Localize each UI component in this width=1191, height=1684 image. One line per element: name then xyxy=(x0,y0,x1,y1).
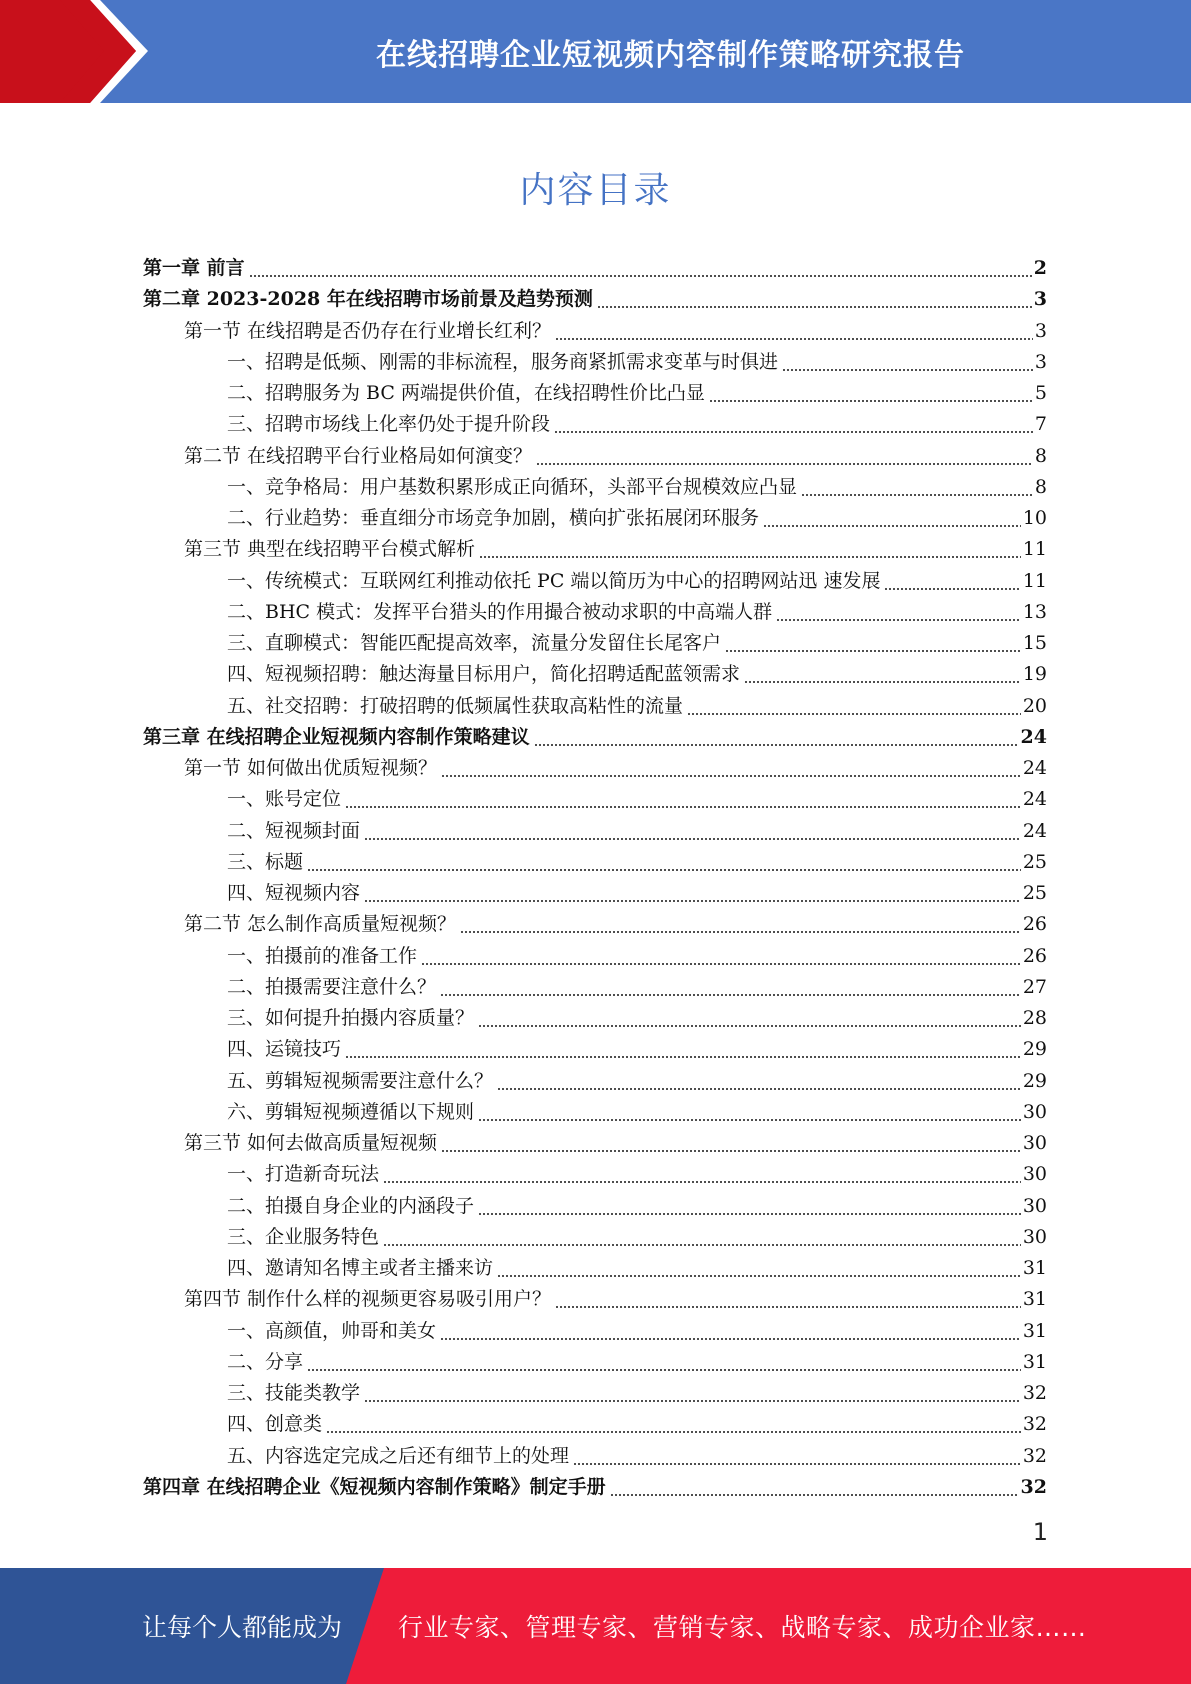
toc-entry-page: 30 xyxy=(1022,1225,1047,1248)
toc-entry-label: 第三节 典型在线招聘平台模式解析 xyxy=(184,538,476,561)
toc-entry-page: 24 xyxy=(1022,757,1047,779)
toc-entry-page: 30 xyxy=(1022,1163,1047,1186)
toc-dot-leader xyxy=(573,1441,1021,1472)
toc-dot-leader xyxy=(536,441,1033,472)
toc-section-entry[interactable] xyxy=(143,909,1047,940)
toc-subsection-entry[interactable] xyxy=(143,472,1047,503)
toc-entry-page: 7 xyxy=(1034,413,1047,436)
toc-entry-page: 19 xyxy=(1022,663,1047,686)
toc-entry-label: 二、短视频封面 xyxy=(227,819,361,842)
toc-entry-page: 15 xyxy=(1022,632,1047,654)
toc-entry-label: 一、拍摄前的准备工作 xyxy=(227,944,418,967)
toc-entry-label: 三、企业服务特色 xyxy=(227,1225,380,1248)
toc-subsection-entry[interactable] xyxy=(143,347,1047,378)
toc-entry-page: 20 xyxy=(1022,694,1047,717)
toc-entry-label: 五、内容选定完成之后还有细节上的处理 xyxy=(227,1444,570,1467)
toc-dot-leader xyxy=(364,1378,1021,1409)
toc-subsection-entry[interactable] xyxy=(143,1378,1047,1409)
toc-section-entry[interactable] xyxy=(143,441,1047,472)
toc-dot-leader xyxy=(479,534,1021,565)
toc-entry-page: 32 xyxy=(1020,1475,1047,1498)
toc-subsection-entry[interactable] xyxy=(143,1441,1047,1472)
toc-entry-label: 四、短视频招聘：触达海量目标用户，简化招聘适配蓝领需求 xyxy=(227,663,741,686)
toc-entry-label: 二、拍摄需要注意什么？ xyxy=(227,975,437,998)
toc-entry-page: 31 xyxy=(1022,1350,1047,1373)
toc-dot-leader xyxy=(497,1066,1021,1097)
toc-subsection-entry[interactable] xyxy=(143,659,1047,690)
header-banner xyxy=(0,0,1191,111)
toc-subsection-entry[interactable] xyxy=(143,847,1047,878)
toc-entry-label: 四、短视频内容 xyxy=(227,882,361,904)
toc-entry-page: 5 xyxy=(1034,382,1047,404)
toc-entry-page: 31 xyxy=(1022,1319,1047,1342)
toc-entry-label: 一、账号定位 xyxy=(227,788,342,811)
toc-subsection-entry[interactable] xyxy=(143,1347,1047,1378)
toc-entry-label: 五、社交招聘：打破招聘的低频属性获取高粘性的流量 xyxy=(227,694,684,717)
toc-entry-page: 26 xyxy=(1022,944,1047,967)
toc-subsection-entry[interactable] xyxy=(143,503,1047,534)
toc-subsection-entry[interactable] xyxy=(143,1066,1047,1097)
toc-entry-page: 26 xyxy=(1022,913,1047,936)
toc-entry-page: 8 xyxy=(1034,475,1047,498)
toc-subsection-entry[interactable] xyxy=(143,1253,1047,1284)
toc-entry-page: 24 xyxy=(1020,725,1047,748)
toc-dot-leader xyxy=(884,566,1020,597)
toc-entry-page: 11 xyxy=(1022,569,1047,592)
toc-entry-label: 第二节 怎么制作高质量短视频？ xyxy=(184,913,457,936)
toc-dot-leader xyxy=(383,1159,1021,1190)
toc-entry-label: 第四节 制作什么样的视频更容易吸引用户？ xyxy=(184,1288,552,1311)
toc-entry-label: 六、剪辑短视频遵循以下规则 xyxy=(227,1100,475,1123)
toc-entry-label: 四、邀请知名博主或者主播来访 xyxy=(227,1257,494,1279)
toc-subsection-entry[interactable] xyxy=(143,1034,1047,1065)
toc-entry-page: 27 xyxy=(1022,975,1047,998)
toc-entry-label: 五、剪辑短视频需要注意什么？ xyxy=(227,1069,494,1092)
toc-entry-label: 第一章 前言 xyxy=(143,257,245,279)
toc-dot-leader xyxy=(421,941,1021,972)
toc-entry-label: 二、行业趋势：垂直细分市场竞争加剧，横向扩张拓展闭环服务 xyxy=(227,507,760,529)
toc-dot-leader xyxy=(307,847,1021,878)
toc-dot-leader xyxy=(744,659,1021,690)
page-number: 1 xyxy=(1032,1518,1048,1546)
toc-entry-label: 第二节 在线招聘平台行业格局如何演变？ xyxy=(184,444,533,467)
toc-entry-page: 32 xyxy=(1022,1413,1047,1436)
toc-subsection-entry[interactable] xyxy=(143,1191,1047,1222)
toc-dot-leader xyxy=(345,784,1021,815)
toc-entry-page: 29 xyxy=(1022,1038,1047,1061)
toc-heading: 内容目录 xyxy=(519,170,672,211)
toc-dot-leader xyxy=(763,503,1021,534)
toc-dot-leader xyxy=(383,1222,1021,1253)
toc-dot-leader xyxy=(364,878,1021,909)
toc-entry-label: 三、直聊模式：智能匹配提高效率，流量分发留住长尾客户 xyxy=(227,632,722,654)
toc-entry-page: 25 xyxy=(1022,882,1047,904)
toc-entry-page: 32 xyxy=(1022,1382,1047,1404)
toc-dot-leader xyxy=(478,1191,1021,1222)
toc-dot-leader xyxy=(478,1003,1021,1034)
toc-entry-page: 3 xyxy=(1034,350,1047,373)
toc-entry-page: 2 xyxy=(1033,257,1047,279)
toc-entry-page: 28 xyxy=(1022,1007,1047,1029)
header-title: 在线招聘企业短视频内容制作策略研究报告 xyxy=(376,37,965,73)
toc-dot-leader xyxy=(597,284,1032,315)
toc-dot-leader xyxy=(441,753,1021,784)
toc-dot-leader xyxy=(709,378,1033,409)
toc-entry-label: 二、招聘服务为 BC 两端提供价值，在线招聘性价比凸显 xyxy=(227,382,705,404)
toc-entry-label: 三、招聘市场线上化率仍处于提升阶段 xyxy=(227,413,551,436)
toc-entry-page: 31 xyxy=(1022,1288,1047,1311)
toc-entry-label: 二、BHC 模式：发挥平台猎头的作用撮合被动求职的中高端人群 xyxy=(227,600,773,623)
toc-entry-label: 一、打造新奇玩法 xyxy=(227,1163,380,1186)
toc-dot-leader xyxy=(364,816,1021,847)
footer-banner xyxy=(0,1568,1191,1684)
toc-dot-leader xyxy=(326,1409,1021,1440)
toc-entry-label: 一、传统模式：互联网红利推动依托 PC 端以简历为中心的招聘网站迅 速发展 xyxy=(227,569,881,592)
toc-subsection-entry[interactable] xyxy=(143,1159,1047,1190)
toc-dot-leader xyxy=(725,628,1021,659)
toc-entry-label: 第二章 2023-2028 年在线招聘市场前景及趋势预测 xyxy=(143,288,593,311)
toc-entry-page: 3 xyxy=(1034,319,1047,342)
toc-entry-label: 第一节 如何做出优质短视频？ xyxy=(184,757,438,779)
toc-chapter-entry[interactable] xyxy=(143,1472,1047,1503)
toc-entry-label: 四、运镜技巧 xyxy=(227,1038,342,1061)
toc-subsection-entry[interactable] xyxy=(143,1316,1047,1347)
toc-subsection-entry[interactable] xyxy=(143,1097,1047,1128)
toc-dot-leader xyxy=(345,1034,1021,1065)
toc-subsection-entry[interactable] xyxy=(143,941,1047,972)
toc-entry-label: 一、高颜值，帅哥和美女 xyxy=(227,1319,437,1342)
toc-subsection-entry[interactable] xyxy=(143,691,1047,722)
toc-dot-leader xyxy=(534,722,1019,753)
toc-entry-page: 11 xyxy=(1022,538,1047,561)
toc-entry-label: 二、拍摄自身企业的内涵段子 xyxy=(227,1194,475,1217)
toc-subsection-entry[interactable] xyxy=(143,409,1047,440)
toc-subsection-entry[interactable] xyxy=(143,1222,1047,1253)
toc-entry-page: 30 xyxy=(1022,1100,1047,1123)
toc-entry-page: 30 xyxy=(1022,1194,1047,1217)
toc-dot-leader xyxy=(440,972,1021,1003)
toc-dot-leader xyxy=(776,597,1021,628)
toc-chapter-entry[interactable] xyxy=(143,722,1047,753)
toc-entry-page: 25 xyxy=(1022,850,1047,873)
toc-entry-label: 三、技能类教学 xyxy=(227,1382,361,1404)
toc-entry-page: 29 xyxy=(1022,1069,1047,1092)
toc-entry-page: 32 xyxy=(1022,1444,1047,1467)
toc-entry-page: 8 xyxy=(1034,444,1047,467)
toc-subsection-entry[interactable] xyxy=(143,972,1047,1003)
footer-slogan-right: 行业专家、管理专家、营销专家、战略专家、成功企业家…… xyxy=(398,1613,1087,1642)
toc-dot-leader xyxy=(610,1472,1019,1503)
toc-dot-leader xyxy=(687,691,1021,722)
toc-dot-leader xyxy=(555,1284,1021,1315)
toc-chapter-entry[interactable] xyxy=(143,284,1047,315)
toc-section-entry[interactable] xyxy=(143,1284,1047,1315)
toc-entry-label: 三、标题 xyxy=(227,850,304,873)
toc-entry-page: 24 xyxy=(1022,819,1047,842)
toc-section-entry[interactable] xyxy=(143,1128,1047,1159)
toc-dot-leader xyxy=(440,1316,1021,1347)
toc-entry-label: 第三节 如何去做高质量短视频 xyxy=(184,1132,438,1154)
table-of-contents xyxy=(143,253,1047,1503)
toc-dot-leader xyxy=(497,1253,1021,1284)
toc-entry-label: 一、竞争格局：用户基数积累形成正向循环，头部平台规模效应凸显 xyxy=(227,475,798,498)
toc-entry-label: 二、分享 xyxy=(227,1350,304,1373)
footer-slogan-left: 让每个人都能成为 xyxy=(142,1613,343,1642)
toc-entry-page: 10 xyxy=(1022,507,1047,529)
toc-chapter-entry[interactable] xyxy=(143,253,1047,284)
toc-subsection-entry[interactable] xyxy=(143,816,1047,847)
toc-subsection-entry[interactable] xyxy=(143,1409,1047,1440)
toc-subsection-entry[interactable] xyxy=(143,1003,1047,1034)
toc-dot-leader xyxy=(782,347,1033,378)
toc-subsection-entry[interactable] xyxy=(143,784,1047,815)
toc-entry-page: 3 xyxy=(1033,288,1047,311)
toc-entry-label: 四、创意类 xyxy=(227,1413,323,1436)
toc-dot-leader xyxy=(249,253,1032,284)
toc-entry-page: 24 xyxy=(1022,788,1047,811)
toc-subsection-entry[interactable] xyxy=(143,597,1047,628)
toc-section-entry[interactable] xyxy=(143,534,1047,565)
toc-section-entry[interactable] xyxy=(143,316,1047,347)
toc-subsection-entry[interactable] xyxy=(143,628,1047,659)
toc-entry-label: 第一节 在线招聘是否仍存在行业增长红利？ xyxy=(184,319,552,342)
toc-subsection-entry[interactable] xyxy=(143,878,1047,909)
toc-dot-leader xyxy=(555,316,1033,347)
toc-entry-label: 一、招聘是低频、刚需的非标流程，服务商紧抓需求变革与时俱进 xyxy=(227,350,779,373)
toc-dot-leader xyxy=(460,909,1021,940)
toc-dot-leader xyxy=(441,1128,1021,1159)
toc-dot-leader xyxy=(801,472,1033,503)
toc-subsection-entry[interactable] xyxy=(143,378,1047,409)
toc-entry-page: 31 xyxy=(1022,1257,1047,1279)
toc-entry-label: 三、如何提升拍摄内容质量？ xyxy=(227,1007,475,1029)
toc-dot-leader xyxy=(478,1097,1021,1128)
toc-entry-page: 13 xyxy=(1022,600,1047,623)
toc-dot-leader xyxy=(307,1347,1021,1378)
toc-subsection-entry[interactable] xyxy=(143,566,1047,597)
toc-entry-label: 第四章 在线招聘企业《短视频内容制作策略》制定手册 xyxy=(143,1475,606,1498)
toc-entry-label: 第三章 在线招聘企业短视频内容制作策略建议 xyxy=(143,725,530,748)
toc-dot-leader xyxy=(554,409,1033,440)
toc-entry-page: 30 xyxy=(1022,1132,1047,1154)
toc-section-entry[interactable] xyxy=(143,753,1047,784)
